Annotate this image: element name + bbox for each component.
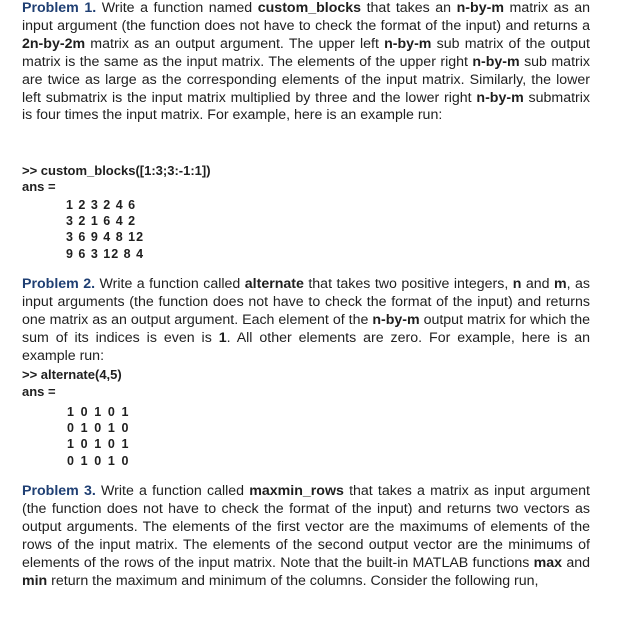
body-text: Write a function named	[96, 0, 258, 16]
matrix-row: 0 1 0 1 0	[67, 453, 131, 468]
emphasized-term: 2n-by-2m	[22, 35, 86, 52]
problem-2-heading: Problem 2.	[22, 276, 96, 292]
problem-1-body	[22, 0, 590, 123]
body-text: Write a function called	[95, 483, 250, 499]
body-text: that takes an	[361, 0, 457, 16]
matrix-row: 3 6 9 4 8 12	[66, 230, 145, 245]
body-text: . All other elements are zero. For example, here is an example run:	[22, 329, 590, 364]
problem-2-example	[22, 366, 130, 469]
emphasized-term: maxmin_rows	[249, 483, 344, 499]
body-text: submatrix is four times the input matrix. For example, here is an example run:	[22, 89, 591, 124]
matrix-row: 1 2 3 2 4 6	[66, 198, 137, 212]
emphasized-term: alternate	[244, 276, 304, 292]
emphasized-term: n-by-m	[384, 35, 432, 52]
emphasized-term: n-by-m	[372, 311, 420, 328]
body-text: output matrix for which the sum of its indices is even is	[22, 311, 591, 346]
emphasized-term: n	[512, 276, 522, 292]
body-text: return the maximum and minimum of the columns. Consider the following run,	[47, 572, 539, 589]
body-text: sub matrix are twice as large as the corresponding elements of the input matrix. Similarly, the lower left submatrix is the input matrix multiplied by three and the lower right	[22, 53, 590, 106]
problem-1-text	[22, 0, 590, 125]
problem-1-ans-label: ans =	[22, 179, 56, 194]
body-text: , as input arguments (the function does not have to check the format of the input) and returns one matrix as an output argument. Each element of the	[22, 276, 590, 328]
emphasized-term: max	[533, 554, 563, 571]
problem-2-command: >> alternate(4,5)	[22, 367, 122, 382]
problem-2-body	[22, 276, 590, 364]
problem-3-text	[22, 483, 590, 590]
emphasized-term: n-by-m	[472, 53, 520, 70]
problem-2-ans-label: ans =	[22, 384, 56, 399]
problem-3-heading: Problem 3.	[22, 483, 96, 499]
problem-2-text	[22, 276, 590, 366]
matrix-row: 3 2 1 6 4 2	[66, 214, 137, 229]
emphasized-term: custom_blocks	[257, 0, 362, 16]
problem-1-heading: Problem 1.	[22, 0, 97, 16]
matrix-row: 1 0 1 0 1	[67, 437, 131, 452]
problem-3-body	[22, 483, 590, 589]
problem-1-command: >> custom_blocks([1:3;3:-1:1])	[22, 163, 211, 178]
body-text: and	[562, 554, 590, 571]
problem-2-output-matrix	[67, 404, 130, 469]
problem-1-example	[22, 162, 211, 262]
matrix-row: 9 6 3 12 8 4	[66, 246, 145, 261]
body-text: and	[521, 276, 554, 292]
emphasized-term: n-by-m	[476, 89, 524, 106]
matrix-row: 1 0 1 0 1	[67, 405, 131, 419]
body-text: matrix as an input argument (the function does not have to check the format of the input) and returns a	[22, 0, 590, 34]
body-text: sub matrix of the output matrix is the same as the input matrix. The elements of the upper right	[22, 35, 590, 70]
body-text: that takes two positive integers,	[303, 276, 513, 292]
body-text: that takes a matrix as input argument (the function does not have to check the format of the input) and returns two vectors as output arguments. The elements of the first vector are the maximums of elements of the rows of the input matrix. The elements of the second output vector are the minimums of elements of the rows of the input matrix. Note that the built-in MATLAB functions	[22, 483, 590, 571]
body-text: Write a function called	[95, 276, 245, 292]
emphasized-term: m	[553, 276, 567, 292]
matrix-row: 0 1 0 1 0	[67, 421, 131, 436]
problem-1-output-matrix	[66, 197, 211, 262]
body-text: matrix as an output argument. The upper left	[85, 35, 385, 52]
emphasized-term: n-by-m	[456, 0, 504, 16]
emphasized-term: 1	[218, 329, 227, 346]
emphasized-term: min	[22, 572, 48, 589]
